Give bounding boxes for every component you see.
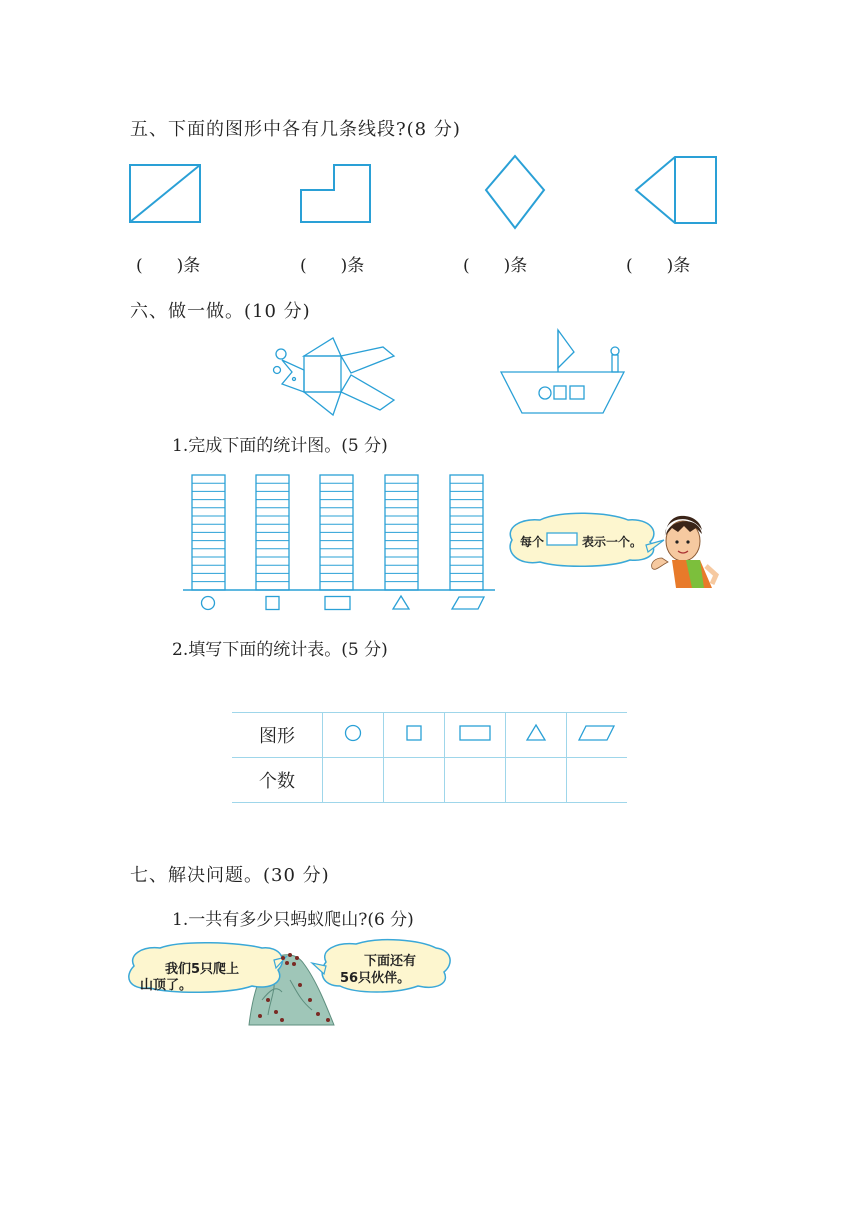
section6-title: 六、做一做。(10 分) <box>130 301 311 322</box>
bubble-text-after: 表示一个。 <box>582 535 643 549</box>
section7-title: 七、解决问题。(30 分) <box>130 865 330 886</box>
answer-blank-4[interactable]: ( )条 <box>626 256 691 276</box>
row-label-count: 个数 <box>232 758 323 803</box>
bubble-right-line2: 56只伙伴。 <box>340 971 411 986</box>
bubble-right-line1: 下面还有 <box>364 954 417 969</box>
bubble-left-line1: 我们5只爬上 <box>165 962 240 977</box>
section7-q1: 1.一共有多少只蚂蚁爬山?(6 分) <box>172 910 414 930</box>
answer-blank-1[interactable]: ( )条 <box>136 256 201 276</box>
answer-blank-3[interactable]: ( )条 <box>463 256 528 276</box>
bubble-left-line2: 山顶了。 <box>140 978 193 993</box>
section5-title: 五、下面的图形中各有几条线段?(8 分) <box>130 119 461 140</box>
row-label-shape: 图形 <box>232 713 323 758</box>
section6-q2: 2.填写下面的统计表。(5 分) <box>172 640 388 660</box>
bubble-text-before: 每个 <box>520 535 545 549</box>
answer-blank-2[interactable]: ( )条 <box>300 256 365 276</box>
section6-q1: 1.完成下面的统计图。(5 分) <box>172 436 388 456</box>
